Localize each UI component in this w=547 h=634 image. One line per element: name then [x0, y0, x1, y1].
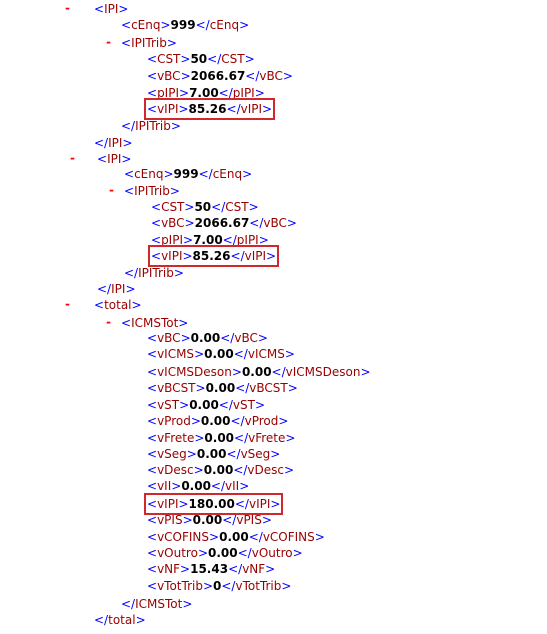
xml-element-line	[147, 101, 272, 117]
tag-name: vBC	[263, 216, 287, 230]
xml-element-line	[151, 232, 269, 248]
element-value: 0.00	[189, 398, 219, 412]
tag-name: IPITrib	[131, 36, 167, 50]
open-bracket: <	[147, 447, 158, 461]
close-bracket: >	[170, 119, 181, 133]
close-bracket: >	[248, 200, 259, 214]
tag-name: cEnq	[134, 167, 164, 181]
tag-name: vSeg	[157, 447, 187, 461]
tag-name: vPIS	[157, 513, 183, 527]
element-value: 0.00	[208, 546, 238, 560]
close-bracket: >	[178, 497, 189, 511]
open-bracket: <	[151, 200, 162, 214]
close-bracket: >	[122, 136, 133, 150]
open-bracket: <	[147, 331, 158, 345]
end-open-bracket: </	[233, 463, 248, 477]
tag-name: vBC	[259, 69, 283, 83]
xml-element-line	[147, 462, 294, 478]
open-bracket: <	[121, 36, 132, 50]
xml-element-line	[147, 545, 303, 561]
end-open-bracket: </	[97, 282, 112, 296]
close-bracket: >	[282, 69, 293, 83]
xml-element-line	[147, 561, 275, 577]
close-bracket: >	[179, 398, 190, 412]
tag-name: vST	[232, 398, 255, 412]
collapse-toggle-icon[interactable]: -	[65, 297, 70, 311]
open-bracket: <	[147, 530, 158, 544]
open-bracket: <	[147, 579, 158, 593]
tag-name: vCOFINS	[157, 530, 210, 544]
xml-element-line	[124, 166, 252, 182]
open-bracket: <	[147, 52, 158, 66]
open-bracket: <	[97, 152, 108, 166]
xml-element-line	[147, 68, 293, 84]
open-bracket: <	[147, 86, 158, 100]
open-bracket: <	[147, 365, 158, 379]
open-bracket: <	[151, 216, 162, 230]
open-bracket: <	[151, 233, 162, 247]
end-open-bracket: </	[271, 365, 286, 379]
close-bracket: >	[182, 249, 193, 263]
open-bracket: <	[147, 381, 158, 395]
close-bracket: >	[125, 282, 136, 296]
tag-name: IPI	[104, 2, 119, 16]
tag-name: total	[104, 298, 132, 312]
close-bracket: >	[270, 447, 281, 461]
open-bracket: <	[147, 463, 158, 477]
tag-name: vSeg	[240, 447, 271, 461]
open-bracket: <	[147, 69, 158, 83]
open-bracket: <	[147, 497, 158, 511]
tag-name: IPI	[111, 282, 126, 296]
tag-name: cEnq	[209, 18, 240, 32]
end-open-bracket: </	[226, 102, 241, 116]
close-bracket: >	[244, 52, 255, 66]
end-open-bracket: </	[230, 249, 245, 263]
open-bracket: <	[147, 102, 158, 116]
xml-element-line	[147, 330, 268, 346]
tag-name: vII	[157, 479, 172, 493]
end-open-bracket: </	[121, 119, 136, 133]
element-value: 0.00	[192, 513, 223, 527]
close-bracket: >	[178, 102, 189, 116]
end-open-bracket: </	[94, 613, 109, 627]
close-bracket: >	[171, 479, 182, 493]
tag-name: vST	[157, 398, 180, 412]
end-open-bracket: </	[198, 167, 213, 181]
open-bracket: <	[147, 546, 158, 560]
tag-name: vProd	[157, 414, 191, 428]
close-bracket: >	[254, 86, 265, 100]
xml-element-line	[147, 380, 298, 396]
close-bracket: >	[195, 381, 206, 395]
tag-name: vOutro	[251, 546, 293, 560]
close-bracket: >	[239, 18, 250, 32]
element-value: 2066.67	[194, 216, 250, 230]
tag-name: vIPI	[244, 249, 267, 263]
xml-element-line	[147, 51, 255, 67]
element-value: 0.00	[205, 381, 236, 395]
close-bracket: >	[231, 365, 242, 379]
open-bracket: <	[147, 479, 158, 493]
xml-close-tag-line	[97, 281, 136, 297]
end-open-bracket: </	[237, 546, 252, 560]
close-bracket: >	[180, 52, 191, 66]
xml-element-line	[147, 413, 288, 429]
element-value: 7.00	[189, 86, 219, 100]
close-bracket: >	[118, 2, 129, 16]
open-bracket: <	[94, 298, 105, 312]
end-open-bracket: </	[249, 216, 264, 230]
end-open-bracket: </	[220, 331, 235, 345]
tag-name: vBC	[157, 69, 181, 83]
collapse-toggle-icon[interactable]: -	[70, 151, 75, 165]
end-open-bracket: </	[248, 530, 263, 544]
end-open-bracket: </	[234, 431, 249, 445]
tag-name: vNF	[242, 562, 266, 576]
end-open-bracket: </	[218, 86, 233, 100]
end-open-bracket: </	[94, 136, 109, 150]
element-value: 50	[194, 200, 212, 214]
tag-name: pIPI	[236, 233, 259, 247]
close-bracket: >	[182, 513, 193, 527]
tag-name: vICMSDeson	[285, 365, 361, 379]
end-open-bracket: </	[195, 18, 210, 32]
close-bracket: >	[284, 347, 295, 361]
tag-name: vTotTrib	[235, 579, 282, 593]
end-open-bracket: </	[222, 233, 237, 247]
tag-name: vIPI	[157, 497, 179, 511]
tag-name: ICMSTot	[131, 316, 179, 330]
close-bracket: >	[360, 365, 371, 379]
end-open-bracket: </	[230, 414, 245, 428]
close-bracket: >	[184, 200, 195, 214]
xml-element-line	[147, 430, 295, 446]
close-bracket: >	[285, 431, 296, 445]
close-bracket: >	[169, 184, 180, 198]
element-value: 180.00	[188, 497, 235, 511]
xml-element-line	[121, 17, 249, 33]
close-bracket: >	[166, 36, 177, 50]
end-open-bracket: </	[221, 579, 236, 593]
tag-name: vDesc	[157, 463, 194, 477]
xml-close-tag-line	[94, 135, 133, 151]
tag-name: vPIS	[236, 513, 262, 527]
tag-name: CST	[161, 200, 185, 214]
open-bracket: <	[124, 184, 135, 198]
xml-open-tag-line	[121, 35, 177, 51]
close-bracket: >	[209, 530, 220, 544]
close-bracket: >	[197, 546, 208, 560]
element-value: 0.00	[196, 447, 227, 461]
close-bracket: >	[292, 546, 303, 560]
tag-name: cEnq	[131, 18, 161, 32]
end-open-bracket: </	[234, 497, 249, 511]
tag-name: vFrete	[248, 431, 286, 445]
end-open-bracket: </	[228, 562, 243, 576]
tag-name: vProd	[244, 414, 279, 428]
close-bracket: >	[314, 530, 325, 544]
tag-name: vII	[225, 479, 240, 493]
element-value: 85.26	[188, 102, 227, 116]
collapse-toggle-icon[interactable]: -	[65, 1, 70, 15]
open-bracket: <	[147, 562, 158, 576]
end-open-bracket: </	[218, 398, 233, 412]
open-bracket: <	[151, 249, 162, 263]
tag-name: IPITrib	[138, 266, 174, 280]
element-value: 15.43	[190, 562, 229, 576]
tag-name: vIPI	[240, 102, 263, 116]
close-bracket: >	[186, 447, 197, 461]
end-open-bracket: </	[210, 479, 226, 493]
close-bracket: >	[242, 167, 253, 181]
xml-element-line	[147, 364, 371, 380]
tag-name: CST	[157, 52, 181, 66]
collapse-toggle-icon[interactable]: -	[109, 183, 114, 197]
end-open-bracket: </	[207, 52, 222, 66]
tag-name: vIPI	[157, 102, 179, 116]
collapse-toggle-icon[interactable]: -	[106, 315, 111, 329]
tag-name: vFrete	[157, 431, 195, 445]
tag-name: IPI	[108, 136, 123, 150]
close-bracket: >	[254, 398, 266, 412]
tag-name: vCOFINS	[262, 530, 315, 544]
xml-open-tag-line	[94, 1, 128, 17]
close-bracket: >	[183, 233, 194, 247]
tag-name: pIPI	[157, 86, 179, 100]
xml-close-tag-line	[121, 596, 192, 612]
close-bracket: >	[194, 347, 205, 361]
xml-close-tag-line	[124, 265, 184, 281]
open-bracket: <	[121, 18, 132, 32]
close-bracket: >	[287, 381, 298, 395]
close-bracket: >	[163, 167, 174, 181]
tag-name: pIPI	[161, 233, 183, 247]
close-bracket: >	[270, 497, 281, 511]
tag-name: vOutro	[157, 546, 198, 560]
xml-open-tag-line	[94, 297, 142, 313]
element-value: 0.00	[203, 463, 234, 477]
open-bracket: <	[147, 513, 158, 527]
tag-name: vICMS	[157, 347, 195, 361]
end-open-bracket: </	[226, 447, 241, 461]
close-bracket: >	[182, 597, 193, 611]
xml-element-line	[147, 578, 291, 594]
close-bracket: >	[179, 86, 190, 100]
close-bracket: >	[135, 613, 146, 627]
tag-name: cEnq	[212, 167, 243, 181]
close-bracket: >	[193, 463, 204, 477]
xml-element-line	[147, 85, 265, 101]
tag-name: CST	[221, 52, 245, 66]
close-bracket: >	[262, 102, 273, 116]
close-bracket: >	[131, 298, 142, 312]
element-value: 0	[213, 579, 222, 593]
close-bracket: >	[257, 331, 268, 345]
close-bracket: >	[202, 579, 214, 593]
tag-name: vDesc	[247, 463, 284, 477]
xml-element-line	[147, 478, 249, 494]
open-bracket: <	[147, 398, 158, 412]
xml-element-line	[147, 496, 280, 512]
close-bracket: >	[258, 233, 269, 247]
xml-element-line	[147, 446, 280, 462]
end-open-bracket: </	[233, 347, 248, 361]
tag-name: vICMS	[247, 347, 285, 361]
xml-element-line	[151, 199, 259, 215]
xml-element-line	[151, 215, 297, 231]
tag-name: vBCST	[157, 381, 196, 395]
element-value: 0.00	[181, 479, 211, 493]
end-open-bracket: </	[211, 200, 226, 214]
open-bracket: <	[94, 2, 105, 16]
element-value: 999	[170, 18, 196, 32]
close-bracket: >	[160, 18, 171, 32]
end-open-bracket: </	[245, 69, 260, 83]
close-bracket: >	[281, 579, 292, 593]
close-bracket: >	[278, 414, 289, 428]
xml-element-line	[151, 248, 276, 264]
tag-name: pIPI	[232, 86, 255, 100]
close-bracket: >	[180, 69, 191, 83]
end-open-bracket: </	[222, 513, 237, 527]
open-bracket: <	[147, 414, 158, 428]
tag-name: vICMSDeson	[157, 365, 232, 379]
tag-name: vIPI	[161, 249, 183, 263]
xml-element-line	[147, 397, 265, 413]
xml-open-tag-line	[124, 183, 180, 199]
tag-name: IPITrib	[135, 119, 171, 133]
close-bracket: >	[180, 331, 191, 345]
tag-name: IPITrib	[134, 184, 170, 198]
tag-name: vNF	[157, 562, 181, 576]
tag-name: vBC	[157, 331, 181, 345]
xml-element-line	[147, 346, 295, 362]
close-bracket: >	[261, 513, 272, 527]
close-bracket: >	[121, 152, 132, 166]
tag-name: total	[108, 613, 136, 627]
close-bracket: >	[265, 562, 276, 576]
tag-name: CST	[225, 200, 249, 214]
tag-name: vBC	[161, 216, 185, 230]
open-bracket: <	[147, 431, 158, 445]
element-value: 0.00	[190, 331, 221, 345]
tag-name: vIPI	[248, 497, 271, 511]
element-value: 999	[173, 167, 199, 181]
xml-open-tag-line	[121, 315, 188, 331]
end-open-bracket: </	[121, 597, 136, 611]
element-value: 50	[190, 52, 208, 66]
open-bracket: <	[147, 347, 158, 361]
element-value: 85.26	[192, 249, 231, 263]
close-bracket: >	[173, 266, 184, 280]
element-value: 2066.67	[190, 69, 246, 83]
tag-name: vTotTrib	[157, 579, 203, 593]
close-bracket: >	[180, 562, 191, 576]
end-open-bracket: </	[235, 381, 250, 395]
tag-name: vBC	[234, 331, 258, 345]
close-bracket: >	[286, 216, 297, 230]
close-bracket: >	[178, 316, 189, 330]
xml-close-tag-line	[94, 612, 146, 628]
end-open-bracket: </	[124, 266, 139, 280]
element-value: 0.00	[204, 431, 235, 445]
element-value: 0.00	[200, 414, 231, 428]
element-value: 0.00	[204, 347, 234, 361]
tag-name: vBCST	[249, 381, 288, 395]
open-bracket: <	[124, 167, 135, 181]
collapse-toggle-icon[interactable]: -	[106, 35, 111, 49]
xml-element-line	[147, 529, 325, 545]
close-bracket: >	[266, 249, 277, 263]
element-value: 0.00	[219, 530, 249, 544]
close-bracket: >	[184, 216, 195, 230]
tag-name: ICMSTot	[135, 597, 183, 611]
xml-open-tag-line	[97, 151, 131, 167]
close-bracket: >	[239, 479, 250, 493]
open-bracket: <	[121, 316, 132, 330]
xml-close-tag-line	[121, 118, 181, 134]
xml-element-line	[147, 512, 272, 528]
element-value: 7.00	[193, 233, 223, 247]
close-bracket: >	[284, 463, 295, 477]
close-bracket: >	[194, 431, 205, 445]
element-value: 0.00	[241, 365, 272, 379]
close-bracket: >	[190, 414, 201, 428]
tag-name: IPI	[107, 152, 122, 166]
